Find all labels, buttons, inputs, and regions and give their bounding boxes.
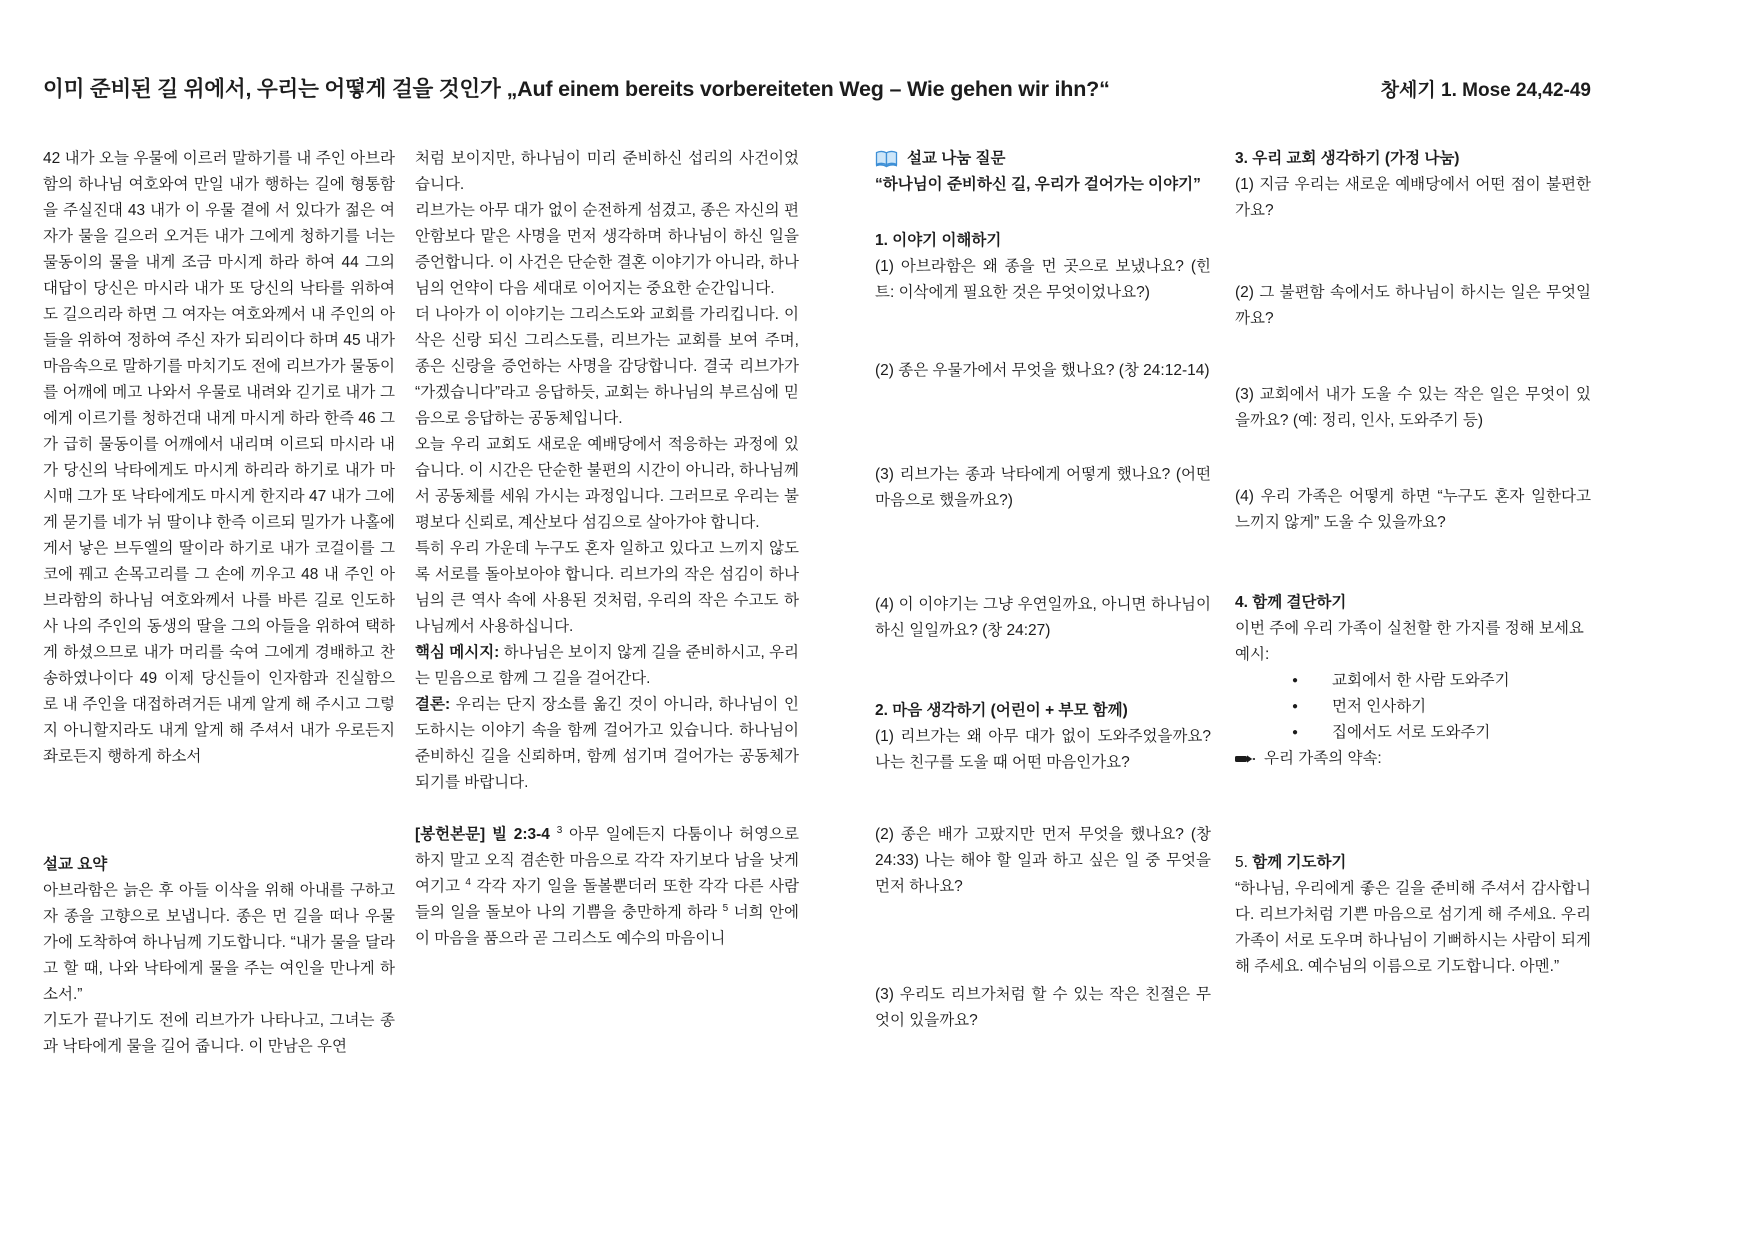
section-3-question-1: (1) 지금 우리는 새로운 예배당에서 어떤 점이 불편한가요? [1235,176,1591,219]
summary-heading: 설교 요약 [43,856,108,873]
page-title-korean: 이미 준비된 길 위에서, 우리는 어떻게 걸을 것인가 [43,77,501,101]
section-1-question-3: (3) 리브가는 종과 낙타에게 어떻게 했나요? (어떤 마음으로 했을까요?) [875,466,1211,509]
decision-intro: 이번 주에 우리 가족이 실천할 한 가지를 정해 보세요 [1235,620,1584,637]
section-2-question-3: (3) 우리도 리브가처럼 할 수 있는 작은 친절은 무엇이 있을까요? [875,986,1211,1029]
bullet-icon: ● [1292,675,1299,686]
sermon-paragraph-5: 특히 우리 가운데 누구도 혼자 일하고 있다고 느끼지 않도록 서로를 돌아보아야 합니다. 리브가의 작은 섬김이 하나님의 큰 역사 속에 사용된 것처럼, 우리의 작은 수고도 하나님께서 사용하십니다. [415,540,799,635]
section-2-question-1: (1) 리브가는 왜 아무 대가 없이 도와주었을까요? 나는 친구를 도울 때 어떤 마음인가요? [875,728,1211,771]
section-1-question-2: (2) 종은 우물가에서 무엇을 했나요? (창 24:12-14) [875,362,1210,379]
section-1-question-4: (4) 이 이야기는 그냥 우연일까요, 아니면 하나님이 하신 일일까요? (창 24:27) [875,596,1211,639]
section-5-heading [1235,850,1591,876]
sermon-paragraph-1: 처럼 보이지만, 하나님이 미리 준비하신 섭리의 사건이었습니다. [415,150,799,193]
key-message-text: 하나님은 보이지 않게 길을 준비하시고, 우리는 믿음으로 함께 그 길을 걸어간다. [415,644,800,687]
section-2-heading: 2. 마음 생각하기 (어린이 + 부모 함께) [875,702,1128,719]
bullet-item-3 [1235,720,1591,746]
sermon-column [415,146,799,1060]
family-promise-label: 우리 가족의 약속: [1264,750,1382,767]
section-1-question-1: (1) 아브라함은 왜 종을 먼 곳으로 보냈나요? (힌트: 이삭에게 필요한 것은 무엇이었나요?) [875,258,1211,301]
section-1-heading: 1. 이야기 이해하기 [875,232,1002,249]
section-2-question-2: (2) 종은 배가 고팠지만 먼저 무엇을 했나요? (창 24:33) 나는 해야 할 일과 하고 싶은 일 중 무엇을 먼저 하나요? [875,826,1211,895]
offering-verse-number-5: 5 [722,902,729,914]
share-questions-heading-label: 설교 나눔 질문 [907,150,1006,167]
section-5-heading-label: 함께 기도하기 [1252,854,1347,871]
questions-column [875,146,1211,1060]
conclusion [415,692,799,796]
document-body [43,146,1591,1060]
family-column [1235,146,1591,1060]
section-5-heading-number: 5. [1235,854,1248,871]
bullet-icon: ● [1292,701,1299,712]
bullet-icon: ● [1292,727,1299,738]
offering-verse-text-3: 아무 일에든지 다툼이나 허영으로 하지 말고 오직 겸손한 마음으로 각각 자기보다 남을 낫게 여기고 [415,826,799,895]
scripture-passage: 42 내가 오늘 우물에 이르러 말하기를 내 주인 아브라함의 하나님 여호와여 만일 내가 행하는 길에 형통함을 주실진대 43 내가 이 우물 곁에 서 있다가 젊은 여자가 물을 길으러 오거든 내가 그에게 청하기를 너는 물동이의 물을 내게 조금 마시게 하라 하여 44 그의 대답이 당신은 마시라 내가 또 당신의 낙타를 위하여도 길으리라 하면 그 여자는 여호와께서 내 주인의 아들을 위하여 정하여 주신 자가 되리이다 하며 45 내가 마음속으로 말하기를 마치기도 전에 리브가가 물동이를 어깨에 메고 나와서 우물로 내려와 긷기로 내가 그에게 이르기를 청하건대 내게 마시게 하라 한즉 46 그가 급히 물동이를 어깨에서 내리며 이르되 마시라 내가 당신의 낙타에게도 마시게 하리라 하기로 내가 마시매 그가 또 낙타에게도 마시게 한지라 47 내가 그에게 묻기를 네가 뉘 딸이냐 한즉 이르되 밀가가 나홀에게서 낳은 브두엘의 딸이라 하기로 내가 코걸이를 그 코에 꿰고 손목고리를 그 손에 끼우고 48 내 주인 아브라함의 하나님 여호와께서 나를 바른 길로 인도하사 나의 주인의 동생의 딸을 그의 아들을 위하여 택하게 하셨으므로 내가 머리를 숙여 그에게 경배하고 찬송하였나이다 49 이제 당신들이 인자함과 진실함으로 내 주인을 대접하려거든 내게 알게 해 주시고 그렇지 아니할지라도 내게 알게 해 주셔서 내가 우로든지 좌로든지 행하게 하소서 [43,150,395,765]
conclusion-label: 결론: [415,696,451,713]
section-3-question-3: (3) 교회에서 내가 도울 수 있는 작은 일은 무엇이 있을까요? (예: 정리, 인사, 도와주기 등) [1235,386,1591,429]
scripture-reference: 창세기 1. Mose 24,42-49 [1380,80,1591,101]
offering-verse-text-5: 너희 안에 이 마음을 품으라 곧 그리스도 예수의 마음이니 [415,904,799,947]
key-message-label: 핵심 메시지: [415,644,500,661]
pen-icon [1235,753,1255,765]
section-3-heading: 3. 우리 교회 생각하기 (가정 나눔) [1235,150,1460,167]
section-3-question-2: (2) 그 불편함 속에서도 하나님이 하시는 일은 무엇일까요? [1235,284,1591,327]
key-message [415,640,799,692]
summary-paragraph-2: 기도가 끝나기도 전에 리브가가 나타나고, 그녀는 종과 낙타에게 물을 길어 줍니다. 이 만남은 우연 [43,1012,395,1055]
bullet-item-2-label: 먼저 인사하기 [1332,698,1427,715]
summary-paragraph-1: 아브라함은 늙은 후 아들 이삭을 위해 아내를 구하고자 종을 고향으로 보냅니다. 종은 먼 길을 떠나 우물가에 도착하여 하나님께 기도합니다. “내가 물을 달라고 할 때, 나와 낙타에게 물을 주는 여인을 만나게 하소서.” [43,882,395,1003]
share-questions-heading [875,146,1211,172]
sermon-paragraph-4: 오늘 우리 교회도 새로운 예배당에서 적응하는 과정에 있습니다. 이 시간은 단순한 불편의 시간이 아니라, 하나님께서 공동체를 세워 가시는 과정입니다. 그러므로 우리는 불평보다 신뢰로, 계산보다 섬김으로 살아가야 합니다. [415,436,799,531]
page-header [43,72,1591,103]
bullet-item-1-label: 교회에서 한 사람 도와주기 [1332,672,1510,689]
page-title [43,72,1110,103]
open-book-icon [875,150,898,169]
offering-verse-text-4: 각각 자기 일을 돌볼뿐더러 또한 각각 다른 사람들의 일을 돌보아 나의 기쁨을 충만하게 하라 [415,878,799,921]
example-label: 예시: [1235,646,1270,663]
section-3-question-4: (4) 우리 가족은 어떻게 하면 “누구도 혼자 일한다고 느끼지 않게” 도울 수 있을까요? [1235,488,1591,531]
scripture-column [43,146,395,1060]
bullet-item-3-label: 집에서도 서로 도와주기 [1332,724,1491,741]
bullet-item-2 [1235,694,1591,720]
offering-verse-number-4: 4 [465,876,471,888]
section-4-heading: 4. 함께 결단하기 [1235,594,1347,611]
offering-label: [봉헌본문] 빌 2:3-4 [415,826,550,843]
prayer-text: “하나님, 우리에게 좋은 길을 준비해 주셔서 감사합니다. 리브가처럼 기쁜 마음으로 섬기게 해 주세요. 우리 가족이 서로 도우며 하나님이 기뻐하시는 사람이 되게 해 주세요. 예수님의 이름으로 기도합니다. 아멘.” [1235,880,1591,975]
offering-passage [415,822,799,952]
sermon-paragraph-3: 더 나아가 이 이야기는 그리스도와 교회를 가리킵니다. 이삭은 신랑 되신 그리스도를, 리브가는 교회를 보여 주며, 종은 신랑을 증언하는 사명을 감당합니다. 결국 리브가가 “가겠습니다”라고 응답하듯, 교회는 하나님의 부르심에 믿음으로 응답하는 공동체입니다. [415,306,799,427]
conclusion-text: 우리는 단지 장소를 옮긴 것이 아니라, 하나님이 인도하시는 이야기 속을 함께 걸어가고 있습니다. 하나님이 준비하신 길을 신뢰하며, 함께 섬기며 걸어가는 공동체가 되기를 바랍니다. [415,696,799,791]
share-questions-subtitle: “하나님이 준비하신 길, 우리가 걸어가는 이야기” [875,176,1201,193]
sermon-paragraph-2: 리브가는 아무 대가 없이 순전하게 섬겼고, 종은 자신의 편안함보다 맡은 사명을 먼저 생각하며 하나님이 하신 일을 증언합니다. 이 사건은 단순한 결혼 이야기가 아니라, 하나님의 언약이 다음 세대로 이어지는 중요한 순간입니다. [415,202,799,297]
offering-verse-number-3: 3 [556,824,563,836]
family-promise-row [1235,746,1591,772]
page-title-german: „Auf einem bereits vorbereiteten Weg – Wie gehen wir ihn?“ [506,77,1110,101]
bullet-item-1 [1235,668,1591,694]
